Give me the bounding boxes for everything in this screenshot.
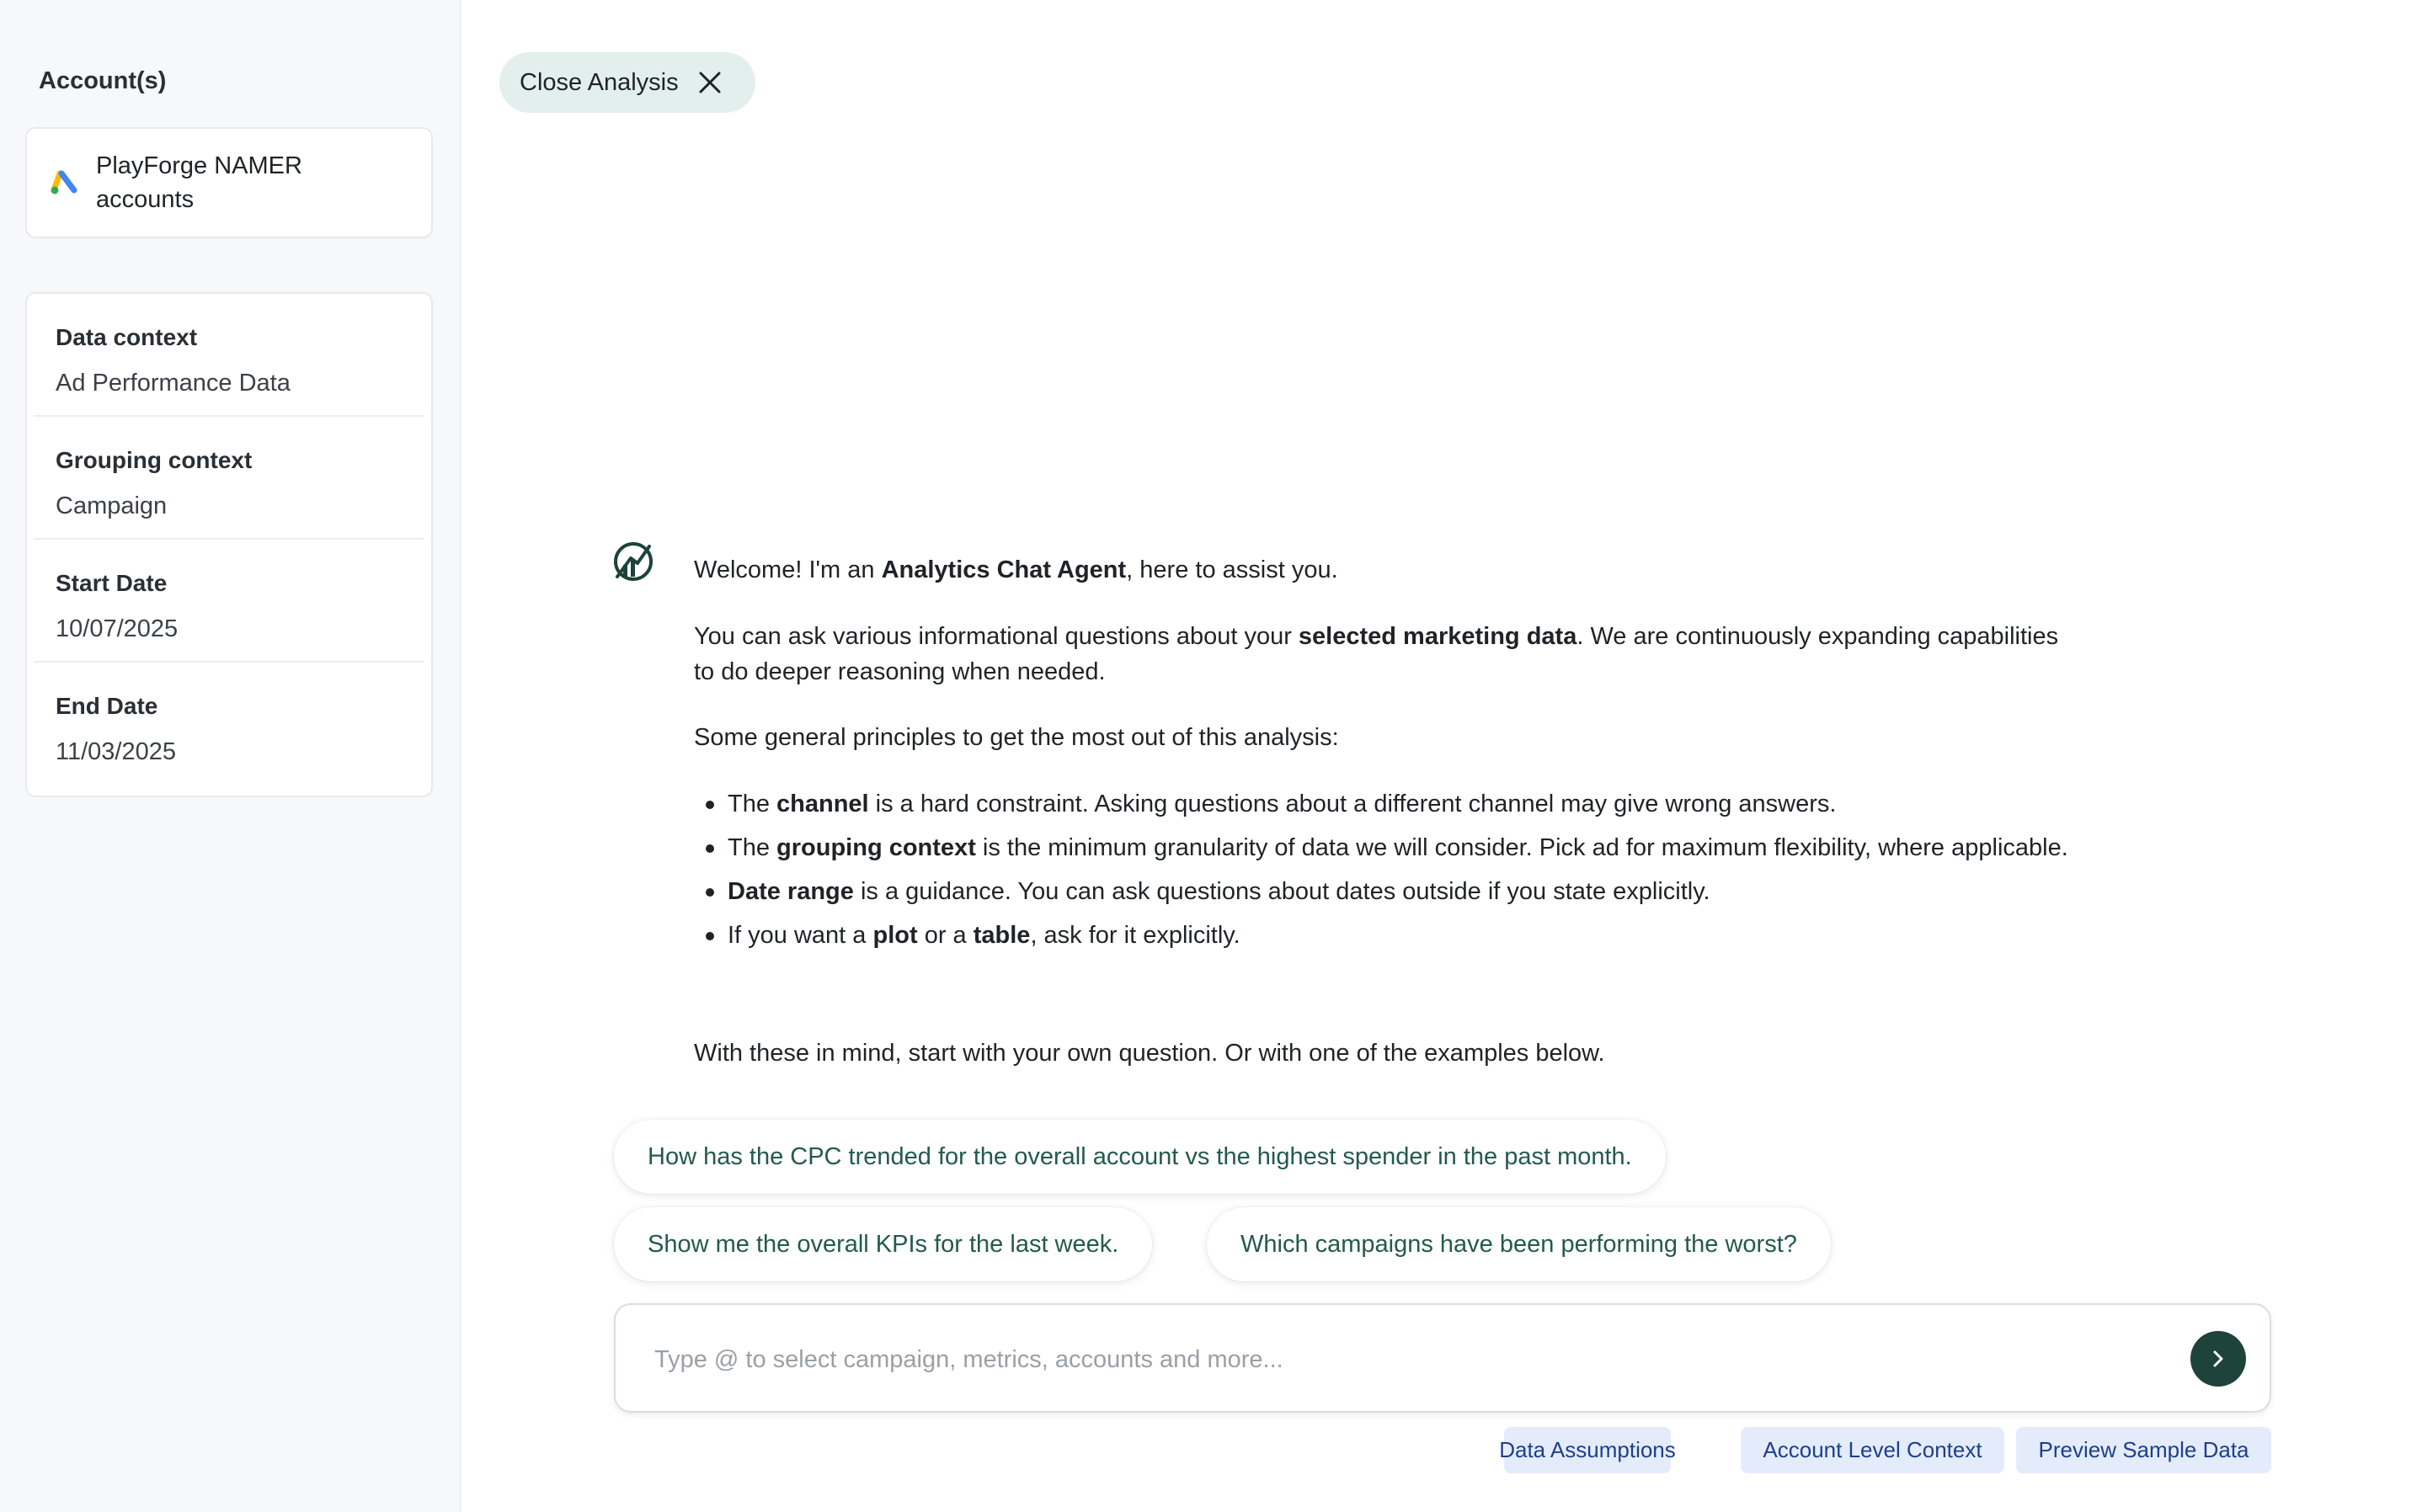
context-row-end-date	[34, 663, 424, 785]
close-analysis-button[interactable]	[499, 52, 755, 113]
account-name: PlayForge NAMER accounts	[96, 152, 302, 213]
suggestion-chip[interactable]: Show me the overall KPIs for the last week.	[614, 1207, 1152, 1281]
welcome-text: Welcome! I'm an	[694, 556, 882, 583]
list-item: The channel is a hard constraint. Asking questions about a different channel may give wrong answers.	[704, 786, 2102, 822]
paragraph-bold: selected marketing data	[1298, 623, 1577, 650]
context-value: 10/07/2025	[56, 615, 179, 642]
context-label: Start Date	[56, 570, 168, 596]
context-row-grouping	[34, 417, 424, 540]
context-row-start-date	[34, 540, 424, 663]
chat-input[interactable]	[654, 1334, 2153, 1385]
list-item: Date range is a guidance. You can ask questions about dates outside if you state explicitly.	[704, 874, 2102, 909]
context-card	[25, 292, 433, 797]
principles-list	[704, 786, 2102, 961]
analytics-agent-icon	[612, 540, 654, 583]
send-button[interactable]	[2190, 1331, 2246, 1387]
chevron-right-icon	[2207, 1348, 2229, 1370]
chat-input-container	[614, 1303, 2271, 1413]
google-ads-icon	[51, 170, 79, 195]
preview-sample-data-button[interactable]: Preview Sample Data	[2016, 1427, 2271, 1473]
context-label: Data context	[56, 324, 198, 350]
paragraph-text: . We are continuously expanding capabilities to do deeper reasoning when needed.	[694, 623, 2059, 685]
context-label: End Date	[56, 693, 158, 719]
data-assumptions-button[interactable]: Data Assumptions	[1504, 1427, 1671, 1473]
welcome-text: , here to assist you.	[1126, 556, 1338, 583]
paragraph-text: You can ask various informational questions about your	[694, 623, 1299, 650]
context-value: 11/03/2025	[56, 738, 176, 765]
close-icon	[697, 70, 723, 95]
accounts-heading: Account(s)	[39, 67, 167, 94]
close-analysis-label: Close Analysis	[520, 68, 679, 96]
agent-name: Analytics Chat Agent	[881, 556, 1127, 583]
context-value: Ad Performance Data	[56, 370, 291, 397]
suggestion-chip[interactable]: Which campaigns have been performing the worst?	[1207, 1207, 1831, 1281]
list-item: If you want a plot or a table, ask for it explicitly.	[704, 918, 2102, 953]
context-value: Campaign	[56, 492, 168, 519]
account-level-context-button[interactable]: Account Level Context	[1741, 1427, 2004, 1473]
principles-intro: Some general principles to get the most out of this analysis:	[694, 724, 1339, 751]
closing-text: With these in mind, start with your own question. Or with one of the examples below.	[694, 1040, 1605, 1067]
context-label: Grouping context	[56, 447, 253, 473]
sidebar	[0, 0, 461, 1512]
welcome-line	[694, 552, 2092, 588]
account-card[interactable]	[25, 127, 433, 238]
list-item: The grouping context is the minimum granularity of data we will consider. Pick ad for maximum flexibility, where applicable.	[704, 830, 2102, 865]
welcome-paragraph	[694, 619, 2075, 689]
suggestion-chip[interactable]: How has the CPC trended for the overall account vs the highest spender in the past month.	[614, 1120, 1666, 1194]
context-row-data	[34, 294, 424, 417]
